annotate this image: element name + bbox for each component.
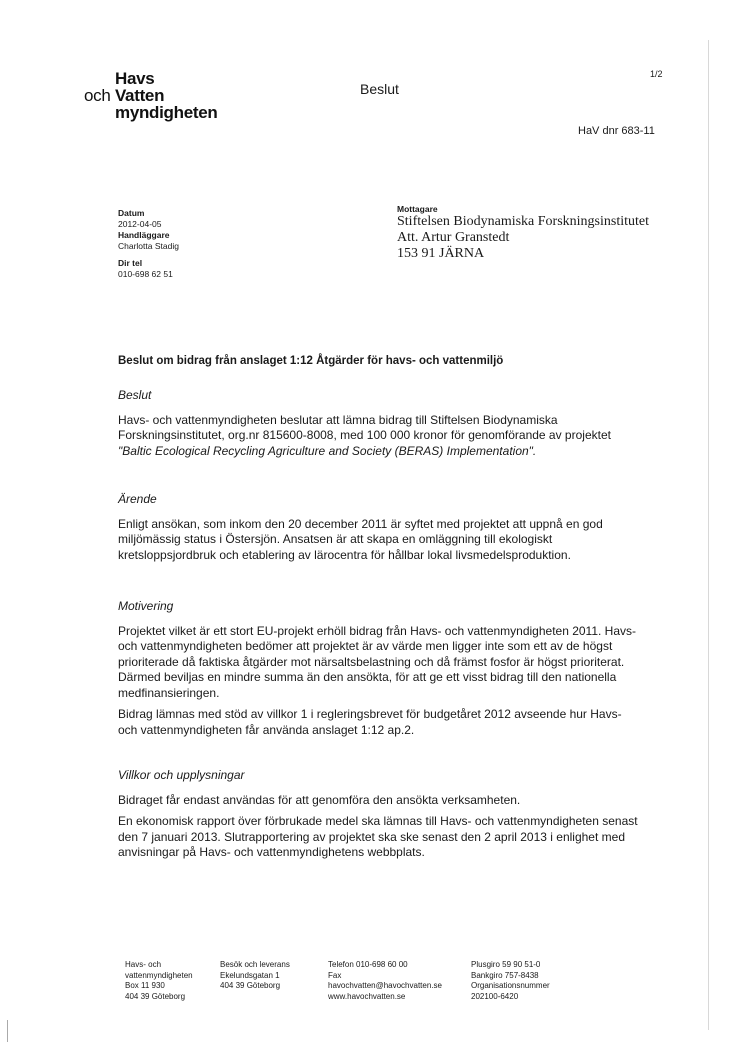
page-edge-line — [708, 40, 709, 1030]
section-title: Villkor och upplysningar — [118, 768, 245, 782]
section-arende — [118, 492, 638, 569]
phone-label: Dir tel — [118, 258, 143, 268]
footer-address: Havs- och vattenmyndigheten Box 11 930 404 39 Göteborg — [125, 960, 193, 1001]
footer-visit: Besök och leverans Ekelundsgatan 1 404 39 Göteborg — [220, 960, 290, 990]
section-text: Bidrag lämnas med stöd av villkor 1 i regleringsbrevet för budgetåret 2012 avseende hur Havs- och vattenmyndigheten får använda anslaget 1:12 ap.2. — [118, 707, 622, 737]
section-text: Projektet vilket är ett stort EU-projekt erhöll bidrag från Havs- och vattenmyndigheten 2011. Havs- och vattenmyndigheten bedömer att projektet är av värde men ligger inte som ett av de högst prioriterade då faktiska åtgärder mot närsaltsbelastning och då främst fosfor är högst prioriterat. Därmed beviljas en mindre summa än den ansökta, för att ge ett visst bidrag till den nationella medfinansieringen. — [118, 623, 637, 700]
phone-value: 010-698 62 51 — [118, 269, 173, 279]
section-text: En ekonomisk rapport över förbrukade medel ska lämnas till Havs- och vattenmyndigheten senast den 7 januari 2013. Slutrapportering av projektet ska ske senast den 2 april 2013 i enlighet med anvisningar på Havs- och vattenmyndighetens webbplats. — [118, 814, 638, 859]
section-villkor — [118, 768, 638, 867]
section-title: Beslut — [118, 388, 152, 402]
recipient-line: Att. Artur Granstedt — [397, 230, 510, 245]
section-title: Motivering — [118, 599, 174, 613]
date-label: Datum — [118, 208, 145, 218]
logo-och: och — [84, 86, 111, 105]
recipient-block — [397, 214, 649, 262]
document-type: Beslut — [360, 81, 399, 97]
section-text: Havs- och vattenmyndigheten beslutar att lämna bidrag till Stiftelsen Biodynamiska Forskningsinstitutet, org.nr 815600-8008, med 100 000 kronor för genomförande av projektet "Baltic Ecological Recycling Agriculture and Society (BERAS) Implementation". — [118, 412, 611, 458]
handler-label: Handläggare — [118, 230, 170, 240]
handler-value: Charlotta Stadig — [118, 241, 179, 251]
meta-block — [118, 208, 179, 280]
recipient-line: Stiftelsen Biodynamiska Forskningsinstitutet — [397, 214, 649, 229]
page-number: 1/2 — [650, 69, 663, 79]
section-motivering — [118, 599, 638, 744]
logo-line-3: myndigheten — [115, 103, 218, 122]
logo-line-1: Havs — [115, 69, 155, 88]
footer-payment: Plusgiro 59 90 51-0 Bankgiro 757-8438 Organisationsnummer 202100-6420 — [471, 960, 550, 1001]
section-beslut — [118, 388, 638, 465]
logo-vatten: Vatten — [114, 86, 165, 105]
decision-heading: Beslut om bidrag från anslaget 1:12 Åtgärder för havs- och vattenmiljö — [118, 355, 504, 367]
project-name: "Baltic Ecological Recycling Agriculture and Society (BERAS) Implementation". — [118, 443, 537, 458]
section-title: Ärende — [118, 492, 157, 506]
recipient-line: 153 91 JÄRNA — [397, 246, 485, 261]
section-text: Bidraget får endast användas för att genomföra den ansökta verksamheten. — [118, 792, 521, 807]
agency-logo — [84, 70, 218, 121]
section-text: Enligt ansökan, som inkom den 20 december 2011 är syftet med projektet att uppnå en god miljömässig status i Östersjön. Ansatsen är att skapa en omläggning till ekologiskt kretsloppsjordbruk och etablering av lärocentra för hållbar lokal livsmedelsproduktion. — [118, 516, 603, 562]
footer-contact: Telefon 010-698 60 00 Fax havochvatten@havochvatten.se www.havochvatten.se — [328, 960, 442, 1001]
logo-line-2 — [84, 87, 218, 104]
scan-mark — [7, 1020, 8, 1042]
date-value: 2012-04-05 — [118, 219, 162, 229]
recipient-label: Mottagare — [397, 204, 438, 214]
case-number: HaV dnr 683-11 — [578, 125, 655, 137]
